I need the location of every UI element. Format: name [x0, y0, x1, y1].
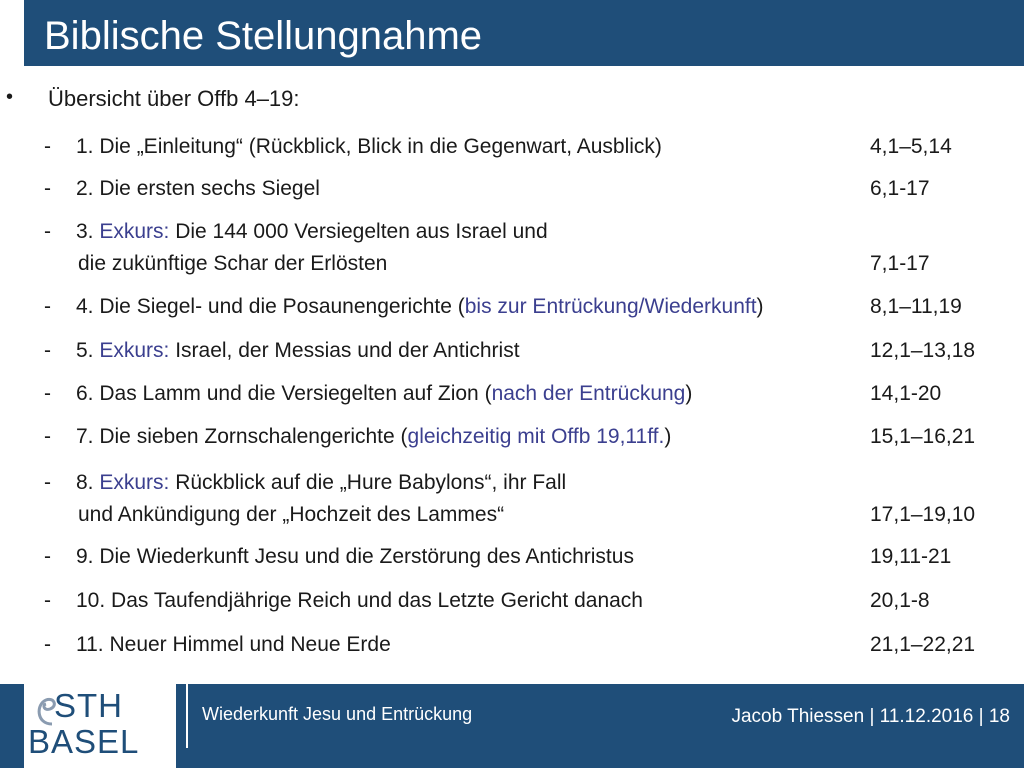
bible-reference: 7,1-17 [870, 252, 930, 275]
item-text-line2: die zukünftige Schar der Erlösten [78, 252, 388, 275]
bible-reference: 6,1-17 [870, 177, 930, 200]
footer-author-date-page: Jacob Thiessen | 11.12.2016 | 18 [731, 706, 1010, 727]
item-highlight: gleichzeitig mit Offb 19,11ff. [407, 425, 665, 448]
bible-reference: 12,1–13,18 [870, 339, 976, 362]
bible-reference: 15,1–16,21 [870, 425, 976, 448]
item-highlight: nach der Entrückung [491, 382, 686, 405]
item-highlight: Exkurs: [99, 339, 170, 362]
sth-basel-logo [24, 684, 176, 768]
item-rest: Israel, der Messias und der Antichrist [169, 339, 520, 362]
item-rest: Rückblick auf die „Hure Babylons“, ihr Fall [169, 471, 567, 494]
dash-marker: - [44, 177, 51, 200]
logo-line2: BASEL [28, 723, 140, 760]
slide-footer [0, 684, 1024, 768]
item-text-line2: und Ankündigung der „Hochzeit des Lammes“ [78, 503, 505, 526]
logo-line1: STH [54, 687, 123, 724]
dash-marker: - [44, 633, 51, 656]
dash-marker: - [44, 339, 51, 362]
dash-marker: - [44, 425, 51, 448]
dash-marker: - [44, 382, 51, 405]
dash-marker: - [44, 545, 51, 568]
footer-divider [186, 684, 188, 748]
item-rest: ) [664, 425, 672, 448]
slide-title: Biblische Stellungnahme [44, 14, 483, 58]
bullet-icon: • [6, 86, 14, 108]
item-text [76, 216, 548, 248]
item-prefix: 4. Die Siegel- und die Posaunengerichte ( [76, 295, 465, 318]
item-rest: ) [685, 382, 693, 405]
item-text: 2. Die ersten sechs Siegel [76, 177, 320, 200]
item-highlight: bis zur Entrückung/Wiederkunft [464, 295, 757, 318]
item-highlight: Exkurs: [99, 471, 170, 494]
item-prefix: 6. Das Lamm und die Versiegelten auf Zion ( [76, 382, 492, 405]
dash-marker: - [44, 295, 51, 318]
dash-marker: - [44, 589, 51, 612]
bible-reference: 17,1–19,10 [870, 503, 976, 526]
item-text: 10. Das Taufendjährige Reich und das Letzte Gericht danach [76, 589, 643, 612]
dash-marker: - [44, 220, 51, 243]
item-text [76, 291, 764, 323]
slide-header [0, 0, 1024, 66]
item-text [76, 421, 671, 453]
bible-reference: 8,1–11,19 [870, 295, 962, 318]
item-text [76, 378, 692, 410]
item-highlight: Exkurs: [99, 220, 170, 243]
item-prefix: 8. [76, 471, 100, 494]
item-text: 11. Neuer Himmel und Neue Erde [76, 633, 391, 656]
item-text: 9. Die Wiederkunft Jesu und die Zerstörung des Antichristus [76, 545, 634, 568]
logo-text [28, 687, 140, 760]
item-text [76, 335, 520, 367]
bible-reference: 4,1–5,14 [870, 135, 952, 158]
item-prefix: 5. [76, 339, 100, 362]
bible-reference: 14,1-20 [870, 382, 942, 405]
overview-heading: Übersicht über Offb 4–19: [48, 86, 300, 111]
item-text: 1. Die „Einleitung“ (Rückblick, Blick in die Gegenwart, Ausblick) [76, 135, 662, 158]
bible-reference: 21,1–22,21 [870, 633, 976, 656]
bible-reference: 20,1-8 [870, 589, 930, 612]
bible-reference: 19,11-21 [870, 545, 952, 568]
item-rest: ) [756, 295, 764, 318]
footer-title: Wiederkunft Jesu und Entrückung [202, 704, 473, 724]
item-prefix: 7. Die sieben Zornschalengerichte ( [76, 425, 408, 448]
item-text [76, 467, 566, 499]
dash-marker: - [44, 471, 51, 494]
item-prefix: 3. [76, 220, 100, 243]
dash-marker: - [44, 135, 51, 158]
item-rest: Die 144 000 Versiegelten aus Israel und [169, 220, 548, 243]
